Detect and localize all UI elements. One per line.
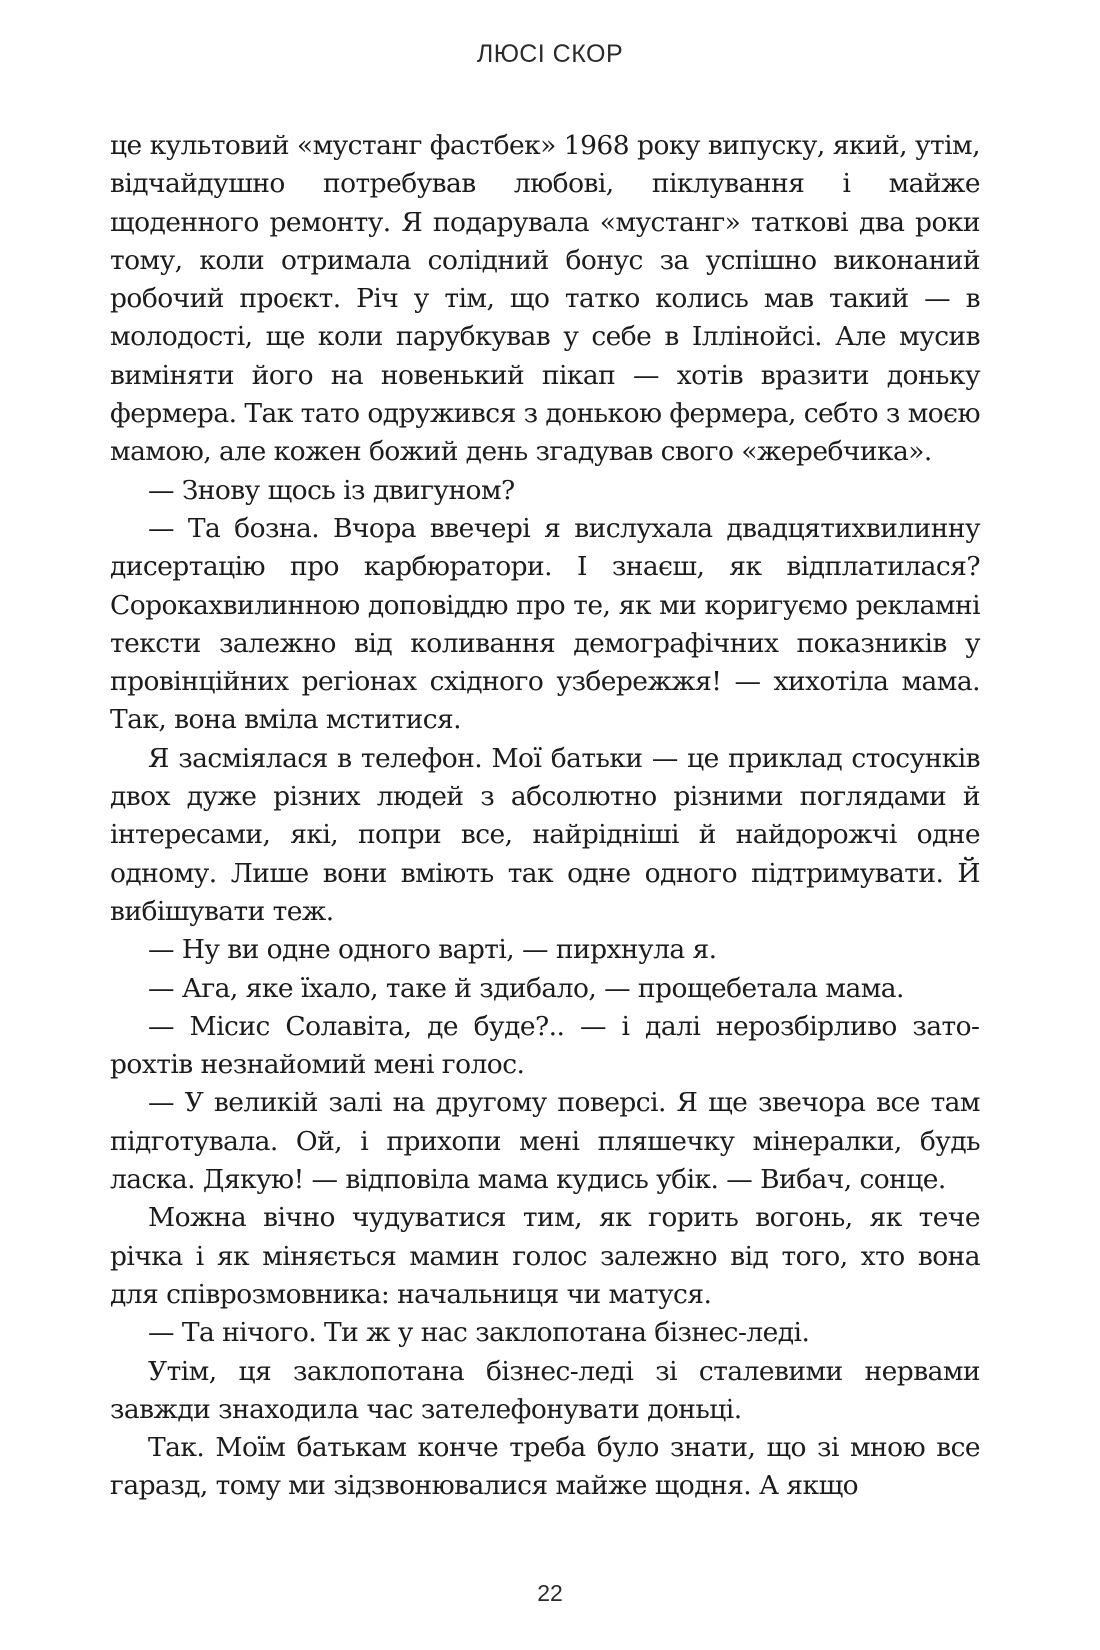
- paragraph: Утім, ця заклопотана бізнес-леді зі сталевими нервами завжди знаходила час зателефонувати доньці.: [110, 1355, 980, 1425]
- running-header: ЛЮСІ СКОР: [476, 40, 624, 68]
- paragraph: Так. Моїм батькам конче треба було знати, що зі мною все гаразд, тому ми зідзвонювалися майже щодня. А якщо: [110, 1432, 980, 1502]
- page-number: 22: [537, 1580, 563, 1606]
- paragraph: — Та бозна. Вчора ввечері я вислухала двадцятихвилинну дисертацію про карбюратори. І знаєш, як відплатилася? Сорокахвилинною доповіддю про те, як ми коригуємо рекламні тексти залежно від коливання демографічних показників у провінційних регіонах східного узбережжя! — хихотіла мама. Так, вона вміла мститися.: [110, 512, 980, 736]
- paragraph: — У великій залі на другому поверсі. Я ще звечора все там підготувала. Ой, і прихопи мені пляшечку мінералки, будь ласка. Дякую! — відповіла мама кудись убік. — Вибач, сонце.: [110, 1087, 980, 1196]
- body-text: [110, 127, 980, 1506]
- paragraph: Я засміялася в телефон. Мої батьки — це приклад стосунків двох дуже різних людей з абсолютно різними поглядами й інтересами, які, попри все, найрідніші й найдорожчі одне одному. Лише вони вміють так одне одного підтримувати. Й вибішувати теж.: [110, 742, 980, 927]
- paragraph: Можна вічно чудуватися тим, як горить вогонь, як тече річка і як міняється мамин голос залежно від того, хто вона для співрозмовника: начальниця чи матуся.: [110, 1202, 980, 1310]
- paragraph: — Місис Солавіта, де буде?.. — і далі нерозбірливо заторохтів незнайомий мені голос.: [110, 1010, 980, 1081]
- paragraph: — Знову щось із двигуном?: [148, 474, 515, 506]
- paragraph: — Ага, яке їхало, таке й здибало, — прощебетала мама.: [148, 972, 904, 1004]
- paragraph: — Та нічого. Ти ж у нас заклопотана бізнес-леді.: [148, 1317, 810, 1349]
- paragraph: це культовий «мустанг фастбек» 1968 року випуску, який, утім, відчайдушно потребував любові, піклування і майже щоденного ремонту. Я подарувала «мустанг» таткові два роки тому, коли отримала солідний бонус за успішно виконаний робочий проєкт. Річ у тім, що татко колись мав такий — в молодості, ще коли парубкував у себе в Іллінойсі. Але мусив виміняти його на новенький пікап — хотів вразити доньку фермера. Так тато одружився з донькою фермера, себто з моєю мамою, але кожен божий день згадував свого «жеребчика».: [110, 130, 980, 468]
- paragraph: — Ну ви одне одного варті, — пирхнула я.: [148, 934, 717, 966]
